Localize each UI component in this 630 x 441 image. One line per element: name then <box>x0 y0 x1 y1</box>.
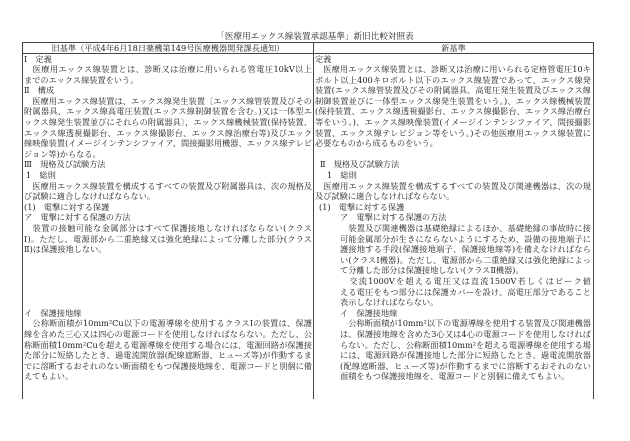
old-standard-text-line: び試験に適合しなければならない。 <box>24 191 156 202</box>
old-standard-text-line: 1 総則 <box>26 170 56 181</box>
old-standard-text-line: Ⅰ)。ただし、電源部から二重絶縁又は強化絶縁によって分離した部分(クラス <box>24 233 312 244</box>
new-standard-column <box>315 54 591 382</box>
old-standard-text-line <box>24 255 312 266</box>
new-standard-text-line: は、保護接地線を含めた3心又は4心の電源コードを使用しなければ <box>340 328 591 339</box>
old-standard-text-line <box>24 287 312 298</box>
new-standard-text-line: 及び試験に適合しなければならない。 <box>315 191 455 202</box>
old-standard-text-line: 附属器具、エックス線高電圧装置(エックス線制御装置を含む。)又は一体型エ <box>24 106 312 117</box>
new-standard-text-line: ア 電撃に対する保護の方法 <box>340 212 447 223</box>
old-standard-text-line: Ⅲ 規格及び試験方法 <box>24 159 106 170</box>
old-standard-text-line: (1) 電撃に対する保護 <box>24 201 110 212</box>
old-standard-text-line: Ⅰ 定義 <box>24 53 52 64</box>
comparison-table <box>22 42 594 399</box>
old-standard-text-line: 装置の接触可能な金属部分はすべて保護接地しなければならない(クラス <box>24 223 312 233</box>
new-standard-text-line: 定義 <box>315 53 332 64</box>
old-standard-column <box>24 54 312 382</box>
old-standard-text-line: Ⅱ)は保護接地しない。 <box>24 244 107 255</box>
old-standard-text-line: えてもよい。 <box>24 371 74 382</box>
old-standard-text-line: 公称断面積が10mm²Cu以下の電源導線を使用するクラスⅠの装置は、保護 <box>32 318 312 329</box>
new-standard-text-line: Ⅱ 規格及び試験方法 <box>320 159 400 170</box>
old-standard-text-line <box>24 297 312 308</box>
new-standard-text-line: い(クラスⅠ機器)。ただし、電源部から二重絶縁又は強化絶縁によっ <box>340 254 591 265</box>
old-standard-text-line: でに溶断するおそれのない断面積をもつ保護接地線を、電源コードと別個に備 <box>24 360 312 371</box>
new-standard-text-line: 面積をもつ保護接地線を、電源コードと別個に備えてもよい。 <box>340 371 570 382</box>
new-standard-header: 新基準 <box>314 43 593 54</box>
new-standard-text-line: (1) 電撃に対する保護 <box>319 201 405 212</box>
new-standard-text-line: 医療用エックス線装置とは、診断又は治療に用いられる定格管電圧10キ <box>323 64 591 75</box>
old-standard-text-line: ジョン等)からなる。 <box>24 148 101 159</box>
old-standard-text-line <box>24 276 312 287</box>
document-title: 「医療用エックス線装置承認基準」新旧比較対照表 <box>216 32 414 42</box>
new-standard-text-line: 装置(エックス線管装置及びその附属器具、高電圧発生装置及びエックス線 <box>315 85 591 96</box>
old-standard-header: 旧基準（平成4年6月18日薬機第149号医療機器開発課長通知） <box>23 43 313 54</box>
new-standard-text-line: 等をいう。)、エックス線映像装置(イメージインテンシファイア、間接撮影 <box>315 117 591 128</box>
new-standard-text-line: 護接地する手段(保護接地端子、保護接地線等)を備えなければなら <box>340 244 591 255</box>
new-standard-text-line: 装置及び関連機器は基礎絶縁によるほか、基礎絶縁の事故時に接 <box>348 223 591 233</box>
old-standard-text-line: た部分に短絡したとき、過電流開放器(配線遮断器、ヒューズ等)が作動するま <box>24 350 312 361</box>
new-standard-text-line: 表示しなければならない。 <box>340 297 439 308</box>
old-standard-text-line: 医療用エックス線装置とは、診断又は治療に用いられる管電圧10kV以上 <box>32 64 312 75</box>
old-standard-text-line: ア 電撃に対する保護の方法 <box>24 212 131 223</box>
new-standard-text-line: には、電源回路が保護接地した部分に短絡したとき、過電流開放器 <box>340 350 591 361</box>
old-standard-text-line: 医療用エックス線装置は、エックス線発生装置〔エックス線管装置及びその <box>24 95 312 106</box>
new-standard-text-line: らない。ただし、公称断面積10mm²を超える電源導線を使用する場 <box>340 339 591 350</box>
old-standard-text-line <box>24 265 312 276</box>
new-standard-text-line: 装置、エックス線テレビジョン等をいう。)その他医療用エックス線装置に <box>315 127 591 138</box>
new-standard-text-line: 1 総則 <box>327 170 357 181</box>
old-standard-text-line: 線映像装置(イメージインテンシファイア、間接撮影用機器、エックス線テレビ <box>24 138 312 149</box>
old-standard-text-line: Ⅱ 構成 <box>24 85 55 96</box>
new-standard-text-line: 交流1000Vを超える電圧又は直流1500V若しくはピーク値 <box>349 275 591 286</box>
new-standard-text-line: 公称断面積が10mm²以下の電源導線を使用する装置及び関連機器 <box>340 318 591 329</box>
new-standard-text-line <box>315 149 591 160</box>
new-standard-text-line: (配線遮断器、ヒューズ等)が作動するまでに溶断するおそれのない <box>340 360 591 371</box>
old-standard-text-line: 線を含めた三心又は四心の電源コードを使用しなければならない。ただし、公 <box>24 328 312 339</box>
column-divider <box>313 43 314 399</box>
old-standard-text-line: イ 保護接地線 <box>24 307 82 318</box>
new-standard-text-line: 制御装置並びに一体型エックス線発生装置をいう。)、エックス線機械装置 <box>315 95 591 106</box>
new-standard-text-line: ボルト以上400キロボルト以下のエックス線装置であって、エックス線発 <box>315 74 591 85</box>
new-standard-text-line: イ 保護接地線 <box>340 307 398 318</box>
new-standard-text-line: 医療用エックス線装置を構成するすべての装置及び関連機器は、次の規 <box>323 180 591 191</box>
old-standard-text-line: 医療用エックス線装置を構成するすべての装置及び附属器具は、次の規格及 <box>24 180 312 191</box>
old-standard-text-line: までのエックス線装置をいう。 <box>24 74 139 85</box>
new-standard-text-line: える電圧をもつ部分には保護カバーを設け、高電圧部分であること <box>340 286 591 297</box>
new-standard-text-line: て分離した部分は保護接地しない(クラスⅡ機器)。 <box>340 265 524 276</box>
old-standard-text-line: ックス線発生装置並びにそれらの附属器具〕，エックス線機械装置(保持装置、 <box>24 117 312 128</box>
old-standard-text-line: エックス線透視撮影台、エックス線撮影台、エックス線治療台等)及びエック <box>24 127 312 138</box>
new-standard-text-line: 可能金属部分が生きにならないようにするため、設備の接地端子に <box>340 233 591 244</box>
old-standard-text-line: 称断面積10mm²Cuを超える電源導線を使用する場合には、電源回路が保護接 <box>24 339 312 350</box>
new-standard-text-line: (保持装置、エックス線透視撮影台、エックス線撮影台、エックス線治療台 <box>315 106 591 117</box>
new-standard-text-line: 必要なものから成るものをいう。 <box>315 138 438 149</box>
